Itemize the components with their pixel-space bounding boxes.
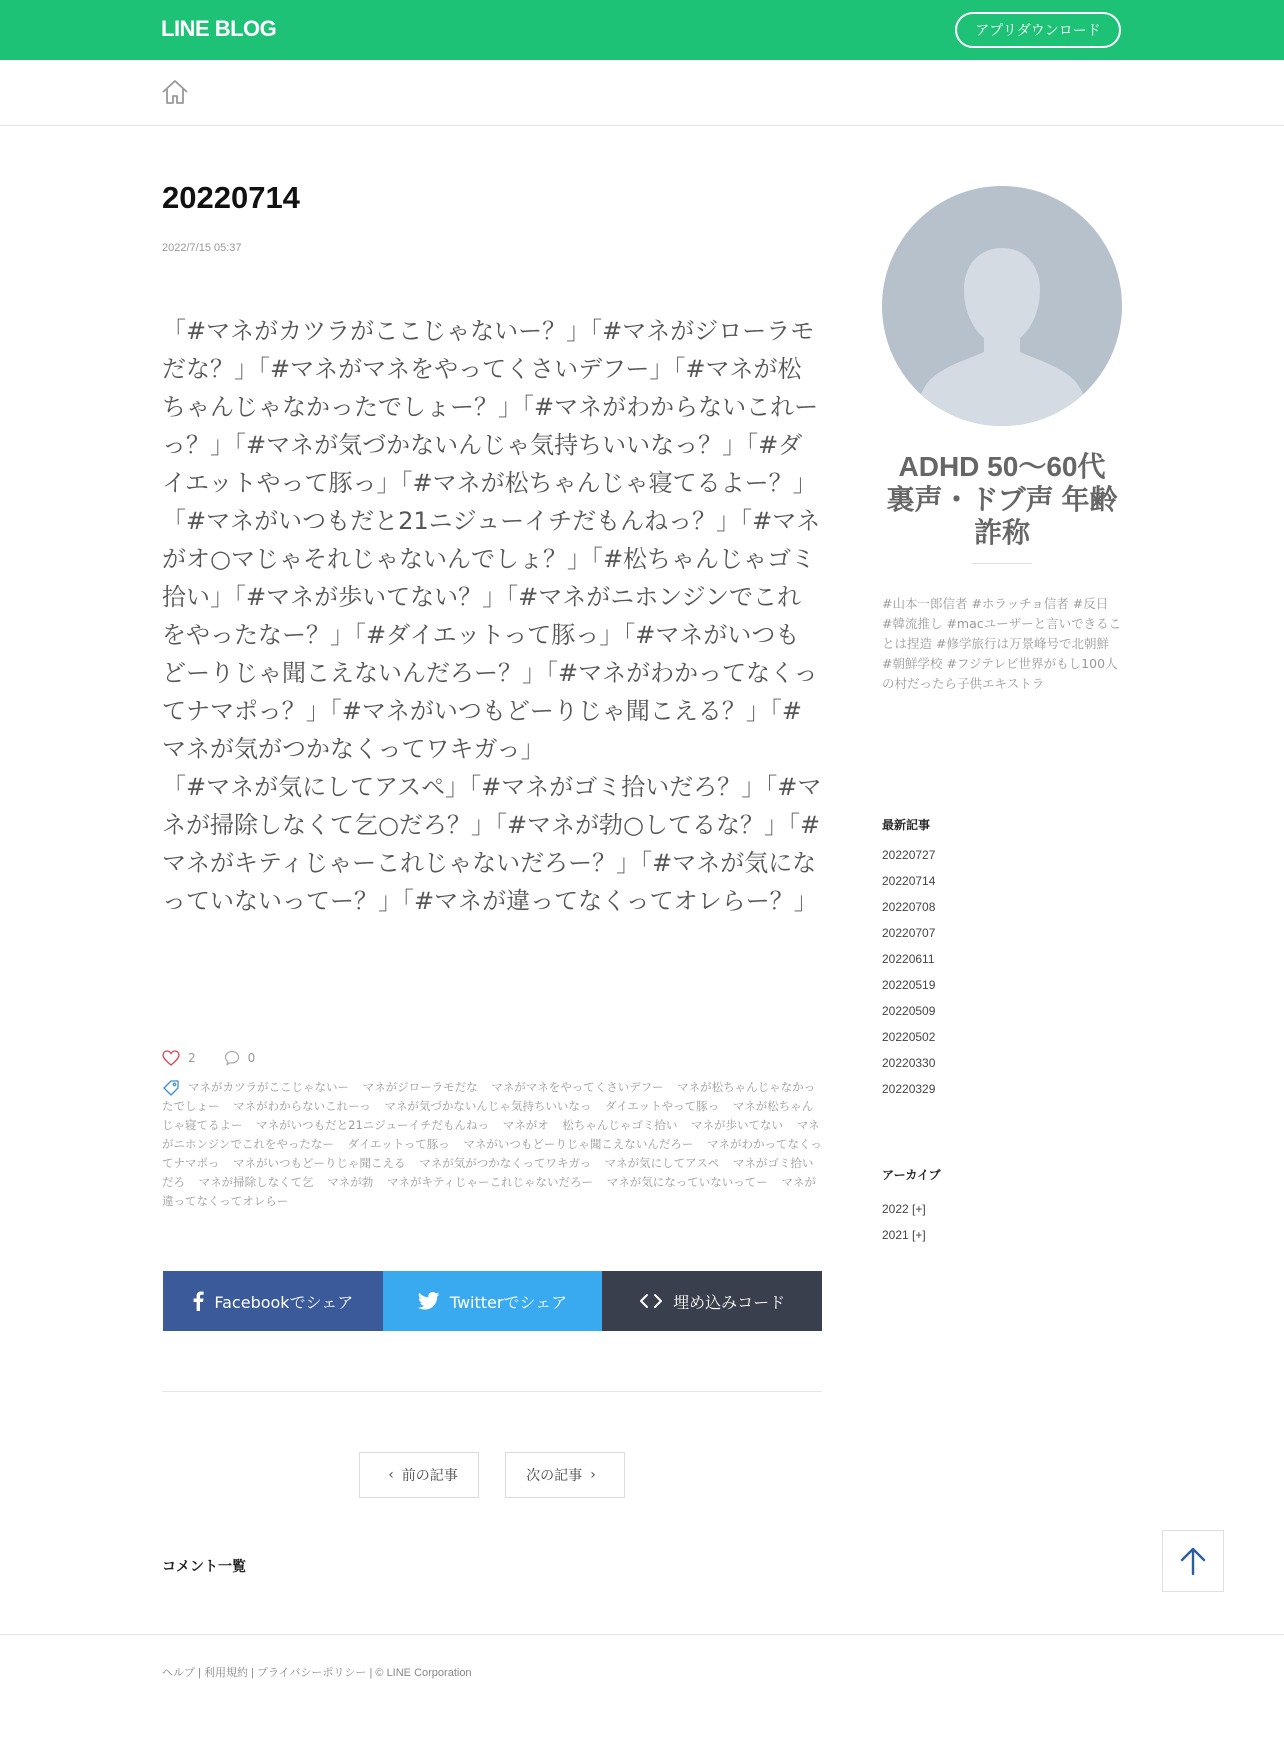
code-icon bbox=[639, 1293, 663, 1309]
post-date: 2022/7/15 05:37 bbox=[162, 242, 242, 254]
sub-nav-bar bbox=[0, 60, 1284, 126]
tag-link[interactable]: マネがゴミ拾いだろ bbox=[162, 1156, 814, 1189]
tag-icon bbox=[162, 1079, 180, 1097]
post-title: 20220714 bbox=[162, 180, 300, 215]
post-paragraph: 「#マネが気にしてアスペ」「#マネがゴミ拾いだろ？」「#マネが掃除しなくて乞○だろ？」「#マネが勃○してるな？」「#マネがキティじゃーこれじゃないだろー？」「#マネが気になっていないってー？」「#マネが違ってなくってオレらー？」 bbox=[162, 773, 822, 915]
footer-separator: | bbox=[195, 1667, 204, 1679]
recent-post-link[interactable]: 20220708 bbox=[882, 900, 936, 914]
recent-post-link[interactable]: 20220707 bbox=[882, 926, 936, 940]
tag-link[interactable]: マネがわからないこれーっ bbox=[233, 1099, 371, 1113]
facebook-icon bbox=[192, 1291, 204, 1311]
post-body bbox=[162, 312, 822, 920]
twitter-share-button[interactable] bbox=[383, 1271, 603, 1331]
blog-description: #山本一郎信者 #ホラッチョ信者 #反日 #韓流推し #macユーザーと言いできることは捏造 #修学旅行は万景峰号で北朝鮮 #朝鮮学校 #フジテレビ世界がもし100人の村だったら子供エキストラ bbox=[882, 596, 1122, 691]
footer-separator: | bbox=[247, 1667, 257, 1679]
recent-post-link[interactable]: 20220727 bbox=[882, 848, 936, 862]
tag-link[interactable]: マネがニホンジンでこれをやったなー bbox=[162, 1118, 820, 1151]
tag-link[interactable]: マネがカツラがここじゃないー bbox=[188, 1080, 349, 1094]
app-download-button[interactable]: アプリダウンロード bbox=[955, 12, 1121, 48]
tag-link[interactable]: マネがジローラモだな bbox=[362, 1080, 478, 1094]
share-bar bbox=[163, 1271, 822, 1331]
footer-divider bbox=[0, 1634, 1284, 1635]
tag-link[interactable]: マネがキティじゃーこれじゃないだろー bbox=[386, 1175, 594, 1189]
recent-posts-heading: 最新記事 bbox=[882, 818, 931, 832]
tag-link[interactable]: ダイエットやって豚っ bbox=[605, 1099, 720, 1113]
tag-link[interactable]: マネがオ bbox=[502, 1118, 549, 1132]
recent-post-link[interactable]: 20220502 bbox=[882, 1030, 936, 1044]
tag-list bbox=[162, 1078, 822, 1211]
article bbox=[162, 180, 822, 920]
top-bar bbox=[0, 0, 1284, 60]
chevron-right-icon: › bbox=[590, 1467, 596, 1483]
recent-post-link[interactable]: 20220330 bbox=[882, 1056, 936, 1070]
chevron-left-icon: ‹ bbox=[388, 1467, 394, 1483]
facebook-share-label: Facebookでシェア bbox=[214, 1292, 354, 1312]
recent-post-link[interactable]: 20220714 bbox=[882, 874, 936, 888]
blog-name[interactable]: ADHD 50～60代 裏声・ドブ声 年齢詐称 bbox=[886, 451, 1118, 548]
post-paragraph: 「#マネがカツラがここじゃないー？」「#マネがジローラモだな？」「#マネがマネをやってくさいデフー」「#マネが松ちゃんじゃなかったでしょー？」「#マネがわからないこれーっ？」「#マネが気づかないんじゃ気持ちいいなっ？」「#ダイエットやって豚っ」「#マネが松ちゃんじゃ寝てるよー？」「#マネがいつもだと21ニジューイチだもんねっ？」「#マネがオ○マじゃそれじゃないんでしょ？」「#松ちゃんじゃゴミ拾い」「#マネが歩いてない？」「#マネがニホンジンでこれをやったなー？」「#ダイエットって豚っ」「#マネがいつもどーりじゃ聞こえないんだろー？」「#マネがわかってなくってナマポっ？」「#マネがいつもどーりじゃ聞こえる？」「#マネが気がつかなくってワキガっ」 bbox=[162, 317, 821, 763]
home-icon[interactable] bbox=[160, 77, 190, 107]
embed-code-label: 埋め込みコード bbox=[673, 1292, 786, 1312]
footer-separator: | bbox=[366, 1667, 376, 1679]
divider bbox=[162, 1391, 822, 1392]
tag-link[interactable]: マネが勃 bbox=[327, 1175, 374, 1189]
comment-count: 0 bbox=[247, 1051, 256, 1065]
reactions bbox=[162, 1050, 283, 1066]
prev-article-label: 前の記事 bbox=[401, 1468, 458, 1484]
twitter-icon bbox=[418, 1292, 440, 1310]
recent-post-link[interactable]: 20220611 bbox=[882, 952, 935, 966]
recent-post-link[interactable]: 20220329 bbox=[882, 1082, 936, 1096]
recent-post-link[interactable]: 20220519 bbox=[882, 978, 936, 992]
comment-button[interactable] bbox=[224, 1050, 256, 1066]
next-article-label: 次の記事 bbox=[526, 1468, 583, 1484]
terms-link[interactable]: 利用規約 bbox=[203, 1667, 248, 1679]
like-count: 2 bbox=[188, 1051, 196, 1065]
scroll-to-top-button[interactable] bbox=[1162, 1530, 1224, 1592]
recent-post-link[interactable]: 20220509 bbox=[882, 1004, 936, 1018]
facebook-share-button[interactable] bbox=[163, 1271, 383, 1331]
comments-heading: コメント一覧 bbox=[162, 1559, 246, 1575]
divider bbox=[972, 563, 1032, 564]
tag-link[interactable]: マネが気づかないんじゃ気持ちいいなっ bbox=[384, 1099, 592, 1113]
archive-year-link[interactable]: 2022 [+] bbox=[882, 1202, 926, 1216]
footer bbox=[162, 1664, 472, 1680]
embed-code-button[interactable] bbox=[602, 1271, 822, 1331]
copyright: © LINE Corporation bbox=[375, 1667, 472, 1679]
tag-link[interactable]: マネがいつもどーりじゃ聞こえないんだろー bbox=[463, 1137, 694, 1151]
like-button[interactable] bbox=[162, 1050, 196, 1066]
tag-link[interactable]: マネがわかってなくってナマポっ bbox=[162, 1137, 822, 1170]
tag-link[interactable]: マネが掃除しなくて乞 bbox=[198, 1175, 314, 1189]
logo[interactable]: LINE BLOG bbox=[161, 16, 277, 41]
avatar[interactable] bbox=[882, 186, 1122, 426]
tag-link[interactable]: マネがいつもどーりじゃ聞こえる bbox=[233, 1156, 406, 1170]
tag-link[interactable]: ダイエットって豚っ bbox=[347, 1137, 450, 1151]
archive-heading: アーカイブ bbox=[882, 1168, 941, 1182]
twitter-share-label: Twitterでシェア bbox=[449, 1292, 568, 1312]
tag-link[interactable]: マネが松ちゃんじゃなかったでしょー bbox=[162, 1080, 816, 1113]
tag-link[interactable]: マネがマネをやってくさいデフー bbox=[491, 1080, 664, 1094]
tag-link[interactable]: マネが松ちゃんじゃ寝てるよー bbox=[162, 1099, 814, 1132]
next-article-button[interactable] bbox=[505, 1452, 625, 1498]
tag-link[interactable]: マネが気になっていないってー bbox=[606, 1175, 768, 1189]
tag-link[interactable]: マネが違ってなくってオレらー bbox=[162, 1175, 816, 1208]
prev-article-button[interactable] bbox=[359, 1452, 479, 1498]
recent-posts-list bbox=[882, 842, 935, 1102]
archive-list bbox=[882, 1196, 926, 1248]
comment-icon bbox=[224, 1050, 240, 1066]
avatar-silhouette-icon bbox=[882, 186, 1122, 426]
archive-year-link[interactable]: 2021 [+] bbox=[882, 1228, 926, 1242]
tag-link[interactable]: 松ちゃんじゃゴミ拾い bbox=[562, 1118, 678, 1132]
tag-link[interactable]: マネが気にしてアスペ bbox=[604, 1156, 720, 1170]
help-link[interactable]: ヘルプ bbox=[162, 1667, 195, 1679]
privacy-link[interactable]: プライバシーポリシー bbox=[256, 1667, 367, 1679]
heart-icon bbox=[162, 1050, 180, 1066]
arrow-up-icon bbox=[1179, 1546, 1207, 1576]
tag-link[interactable]: マネがいつもだと21ニジューイチだもんねっ bbox=[256, 1118, 490, 1132]
tag-link[interactable]: マネが気がつかなくってワキガっ bbox=[419, 1156, 592, 1170]
tag-link[interactable]: マネが歩いてない bbox=[691, 1118, 784, 1132]
